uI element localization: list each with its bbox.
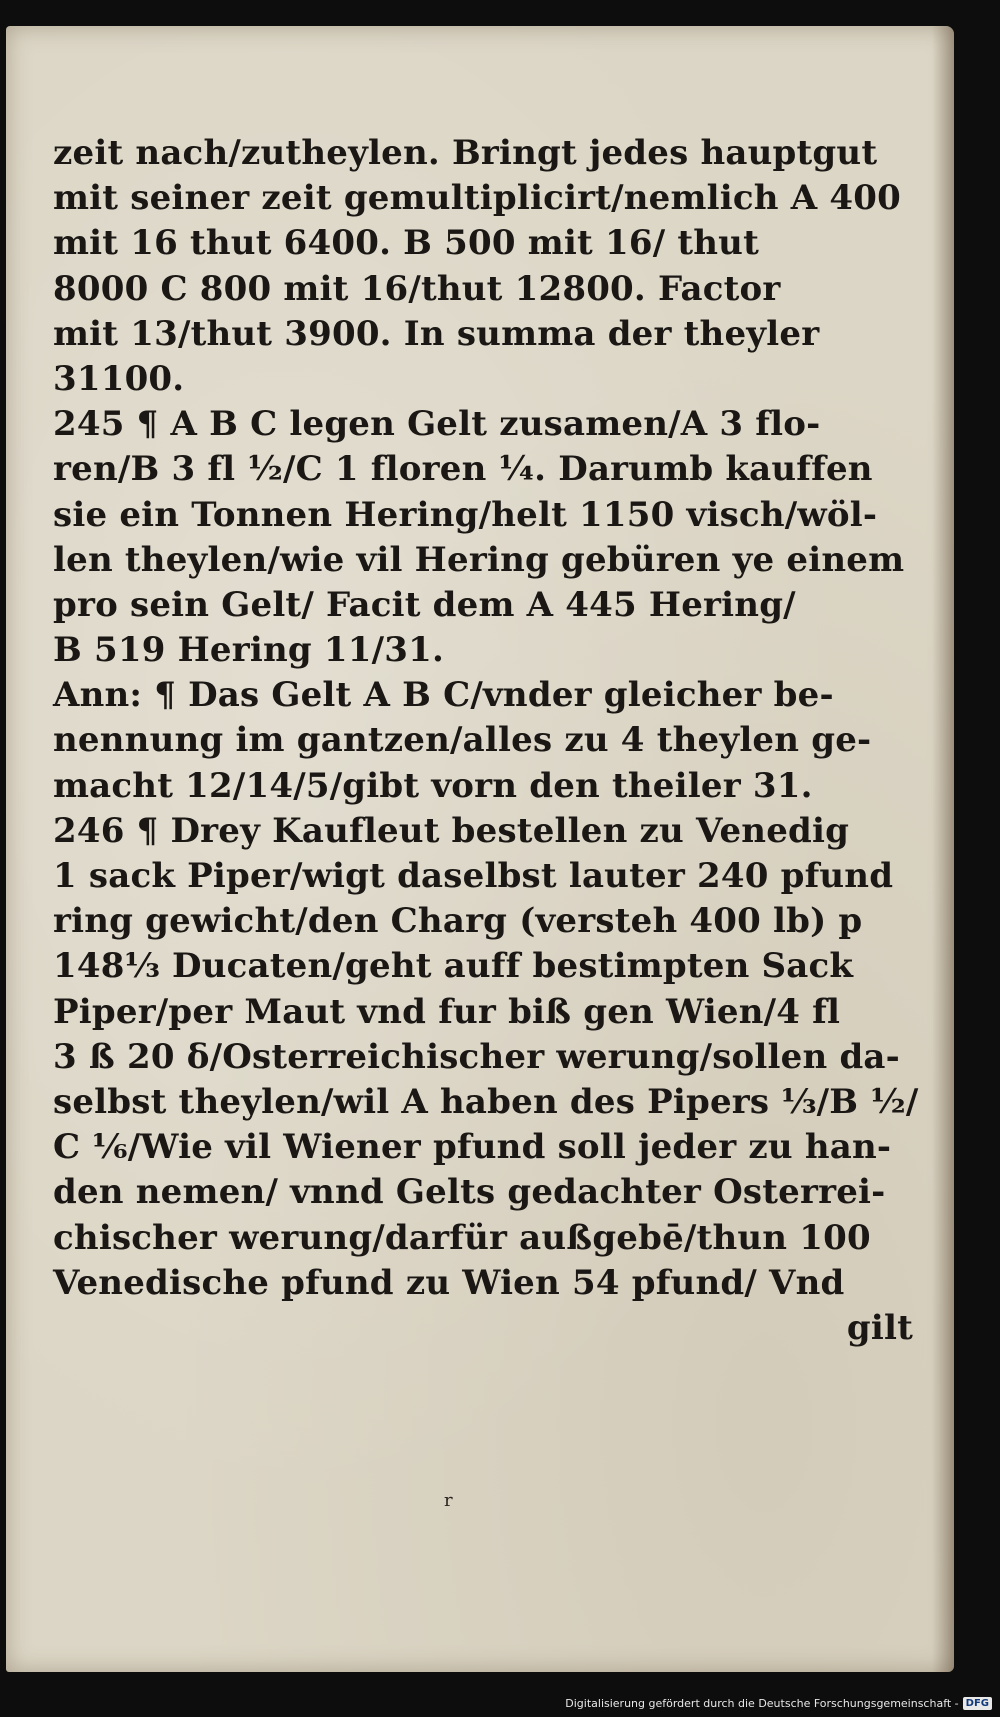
text-line: mit seiner zeit gemultiplicirt/nemlich A 400 bbox=[53, 178, 901, 219]
text-line: len theylen/wie vil Hering gebüren ye einem bbox=[53, 539, 905, 580]
text-line: 245 ¶ A B C legen Gelt zusamen/A 3 flo- bbox=[53, 404, 821, 445]
text-line: nennung im gantzen/alles zu 4 theylen ge- bbox=[53, 720, 872, 761]
text-line: macht 12/14/5/gibt vorn den theiler 31. bbox=[53, 765, 813, 806]
text-line: sie ein Tonnen Hering/helt 1150 visch/wöl- bbox=[53, 494, 878, 535]
dfg-logo-icon: DFG bbox=[963, 1697, 992, 1710]
text-line: chischer werung/darfür außgebē/thun 100 bbox=[53, 1217, 871, 1258]
text-line: 8000 C 800 mit 16/thut 12800. Factor bbox=[53, 268, 781, 309]
book-page bbox=[6, 26, 954, 1672]
text-line: pro sein Gelt/ Facit dem A 445 Hering/ bbox=[53, 584, 796, 625]
text-line: C ⅙/Wie vil Wiener pfund soll jeder zu han- bbox=[53, 1127, 892, 1168]
catchword: gilt bbox=[846, 1307, 913, 1348]
text-line: mit 16 thut 6400. B 500 mit 16/ thut bbox=[53, 223, 760, 264]
text-line: 3 ß 20 δ/Osterreichischer werung/sollen da- bbox=[53, 1036, 900, 1077]
text-line: 246 ¶ Drey Kaufleut bestellen zu Venedig bbox=[53, 810, 850, 851]
text-line: Piper/per Maut vnd fur biß gen Wien/4 fl bbox=[53, 991, 841, 1032]
text-line: den nemen/ vnnd Gelts gedachter Osterrei- bbox=[53, 1172, 886, 1213]
text-line: 148⅓ Ducaten/geht auff bestimpten Sack bbox=[53, 946, 854, 987]
text-line: Ann: ¶ Das Gelt A B C/vnder gleicher be- bbox=[53, 675, 834, 716]
text-line: ring gewicht/den Charg (versteh 400 lb) p bbox=[53, 901, 863, 942]
text-line: 1 sack Piper/wigt daselbst lauter 240 pfund bbox=[53, 856, 894, 896]
digitization-footer bbox=[565, 1693, 992, 1713]
text-line: ren/B 3 fl ½/C 1 floren ¼. Darumb kauffen bbox=[53, 449, 873, 490]
text-line: 31100. bbox=[53, 358, 185, 399]
page-text-block bbox=[53, 131, 919, 1351]
text-line: Venedische pfund zu Wien 54 pfund/ Vnd bbox=[53, 1262, 845, 1303]
text-line: zeit nach/zutheylen. Bringt jedes hauptgut bbox=[53, 133, 878, 173]
page-edge-shadow bbox=[932, 26, 954, 1672]
text-line: mit 13/thut 3900. In summa der theyler bbox=[53, 313, 820, 354]
signature-mark: r bbox=[444, 1490, 453, 1511]
text-line: B 519 Hering 11/31. bbox=[53, 630, 444, 671]
text-line: selbst theylen/wil A haben des Pipers ⅓/B ½/ bbox=[53, 1081, 919, 1122]
funding-credit: Digitalisierung gefördert durch die Deutsche Forschungsgemeinschaft - bbox=[565, 1696, 959, 1710]
